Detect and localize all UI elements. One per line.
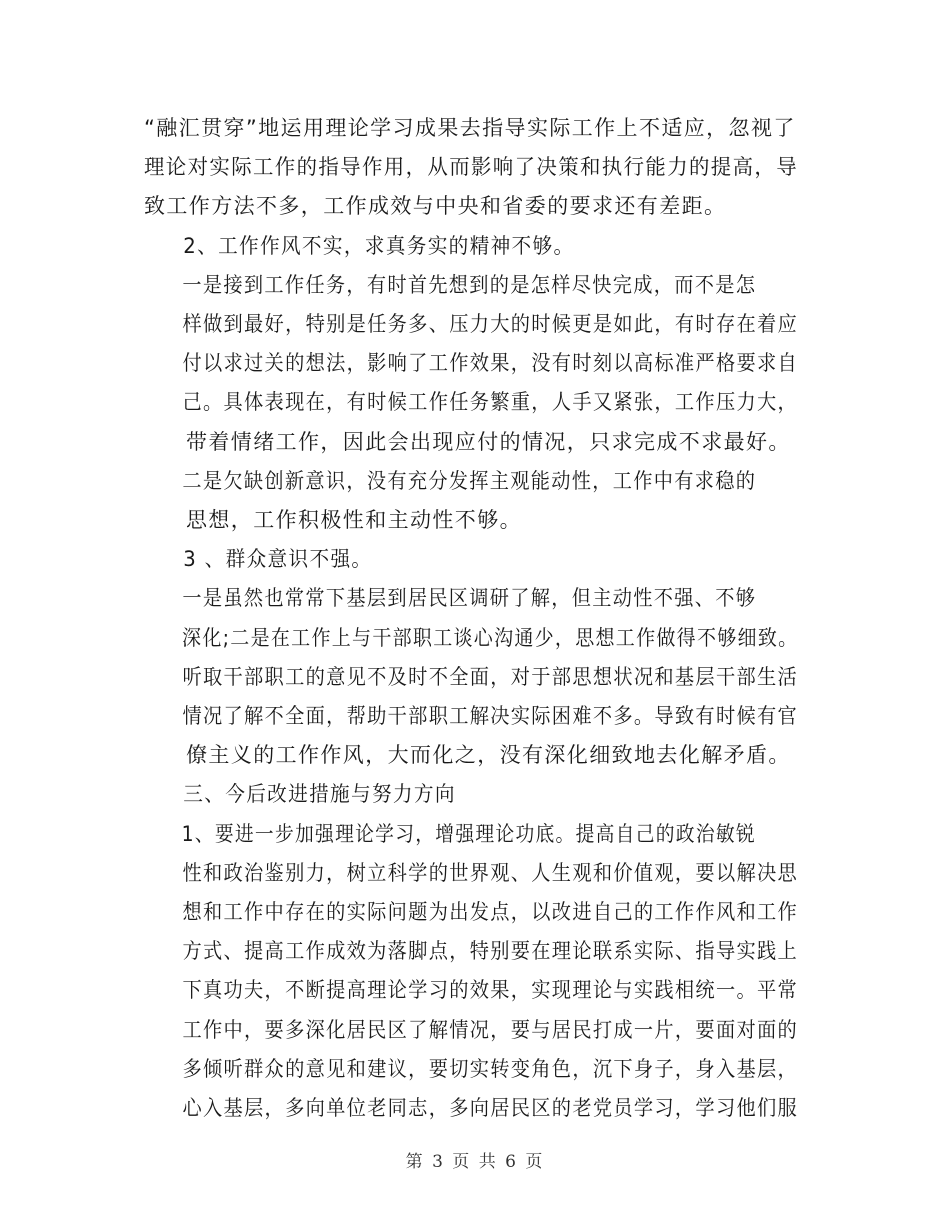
- text-line: 多倾听群众的意见和建议，要切实转变角色，沉下身子，身入基层，: [182, 1056, 799, 1081]
- text-line: 心入基层，多向单位老同志，多向居民区的老党员学习，学习他们服: [182, 1096, 799, 1121]
- text-line: 思想，工作积极性和主动性不够。: [186, 508, 522, 533]
- text-line: 工作中，要多深化居民区了解情况，要与居民打成一片，要面对面的: [182, 1017, 799, 1042]
- text-line: 下真功夫，不断提高理论学习的效果，实现理论与实践相统一。平常: [182, 978, 799, 1003]
- text-line: 理论对实际工作的指导作用，从而影响了决策和执行能力的提高，导: [144, 155, 798, 180]
- document-body: [144, 109, 798, 1128]
- text-line: 样做到最好，特别是任务多、压力大的时候更是如此，有时存在着应: [182, 312, 799, 337]
- text-line: 听取干部职工的意见不及时不全面，对于部思想状况和基层干部生活: [182, 664, 799, 689]
- paragraph-p4: [144, 462, 798, 540]
- paragraph-p6: [144, 579, 798, 775]
- page-footer: 第 3 页 共 6 页: [405, 1152, 545, 1172]
- paragraph-p7: [144, 775, 798, 814]
- text-line: 己。具体表现在，有时候工作任务繁重，人手又紧张，工作压力大，: [182, 390, 799, 415]
- text-line: 方式、提高工作成效为落脚点，特别要在理论联系实际、指导实践上: [182, 939, 799, 964]
- paragraph-p5: [144, 540, 798, 579]
- text-line: 带着情绪工作，因此会出现应付的情况，只求完成不求最好。: [186, 429, 791, 454]
- text-line: 2、工作作风不实，求真务实的精神不够。: [183, 233, 575, 258]
- text-line: 3 、群众意识不强。: [183, 547, 373, 572]
- paragraph-p1: [144, 109, 798, 227]
- text-line: 僚主义的工作作风，大而化之，没有深化细致地去化解矛盾。: [186, 743, 791, 768]
- paragraph-p3: [144, 266, 798, 462]
- text-line: 一是虽然也常常下基层到居民区调研了解，但主动性不强、不够: [182, 586, 757, 611]
- paragraph-p8: [144, 815, 798, 1129]
- text-line: 1、要进一步加强理论学习，增强理论功底。提高自己的政治敏锐: [181, 821, 756, 846]
- text-line: 三、今后改进措施与努力方向: [183, 782, 456, 807]
- text-line: 二是欠缺创新意识，没有充分发挥主观能动性，工作中有求稳的: [182, 468, 757, 493]
- text-line: 一是接到工作任务，有时首先想到的是怎样尽快完成，而不是怎: [182, 272, 757, 297]
- text-line: 致工作方法不多，工作成效与中央和省委的要求还有差距。: [144, 194, 727, 219]
- text-line: 想和工作中存在的实际问题为出发点，以改进自己的工作作风和工作: [182, 900, 799, 925]
- text-line: 深化;二是在工作上与干部职工谈心沟通少，思想工作做得不够细致。: [182, 625, 799, 650]
- text-line: 情况了解不全面，帮助干部职工解决实际困难不多。导致有时候有官: [182, 704, 799, 729]
- paragraph-p2: [144, 227, 798, 266]
- text-line: “融汇贯穿”地运用理论学习成果去指导实际工作上不适应，忽视了: [144, 116, 796, 140]
- text-line: 性和政治鉴别力，树立科学的世界观、人生观和价值观，要以解决思: [182, 860, 799, 885]
- text-line: 付以求过关的想法，影响了工作效果，没有时刻以高标准严格要求自: [182, 351, 799, 376]
